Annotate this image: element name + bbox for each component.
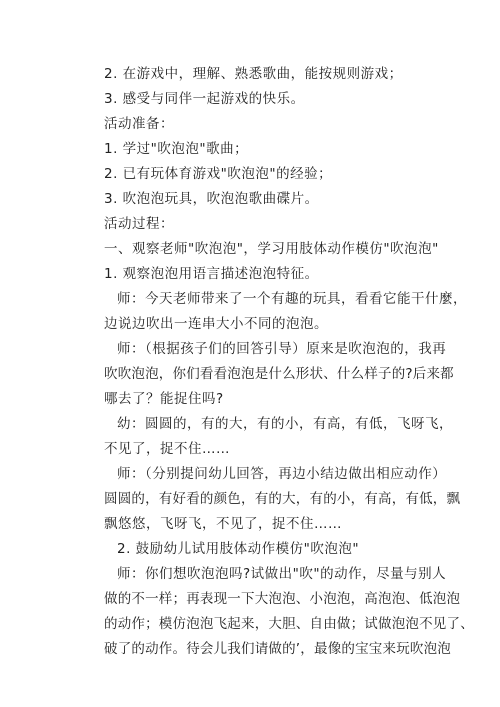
section-heading-process: 活动过程： (104, 216, 174, 232)
paragraph-line: 师：（分别提问幼儿回答，再边小结边做出相应动作） (117, 466, 447, 482)
paragraph-line: 师：你们想吹泡泡吗?试做出"吹"的动作，尽量与别人 (117, 566, 447, 582)
paragraph-line: 吹吹泡泡，你们看看泡泡是什么形状、什么样子的?后来都 (104, 366, 454, 382)
paragraph-line: 的动作；模仿泡泡飞起来，大胆、自由做；试做泡泡不见了、 (104, 616, 474, 632)
paragraph-line: 飘悠悠，飞呀飞，不见了，捉不住…… (104, 516, 342, 532)
step-heading-1: 一、观察老师"吹泡泡"，学习用肢体动作模仿"吹泡泡" (104, 241, 439, 257)
paragraph-line: 不见了，捉不住…… (104, 441, 230, 457)
paragraph-line: 师：今天老师带来了一个有趣的玩具，看看它能干什麼， (117, 291, 467, 307)
paragraph-line: 哪去了？能捉住吗? (104, 391, 224, 407)
paragraph-line: 圆圆的，有好看的颜色，有的大，有的小，有高，有低，飘 (104, 491, 461, 507)
paragraph-line: 破了的动作。待会儿我们请做的’，最像的宝宝来玩吹泡泡 (104, 641, 451, 657)
paragraph-line: 做的不一样；再表现一下大泡泡、小泡泡，高泡泡、低泡泡 (104, 591, 461, 607)
paragraph-line: 边说边吹出一连串大小不同的泡泡。 (104, 316, 328, 332)
paragraph-line: 幼：圆圆的，有的大，有的小，有高，有低，飞呀飞， (117, 416, 453, 432)
paragraph-line: 师：（根据孩子们的回答引导）原来是吹泡泡的，我再 (117, 341, 447, 357)
section-heading-prep: 活动准备： (104, 116, 174, 132)
prep-line-2: 2. 已有玩体育游戏"吹泡泡"的经验； (104, 166, 333, 182)
goal-line-3: 3. 感受与同伴一起游戏的快乐。 (104, 91, 305, 107)
substep-2: 2. 鼓励幼儿试用肢体动作模仿"吹泡泡" (117, 541, 360, 557)
substep-1: 1. 观察泡泡用语言描述泡泡特征。 (104, 266, 319, 282)
prep-line-1: 1. 学过"吹泡泡"歌曲； (104, 141, 249, 157)
goal-line-2: 2. 在游戏中，理解、熟悉歌曲，能按规则游戏； (104, 66, 403, 82)
prep-line-3: 3. 吹泡泡玩具，吹泡泡歌曲碟片。 (104, 191, 319, 207)
